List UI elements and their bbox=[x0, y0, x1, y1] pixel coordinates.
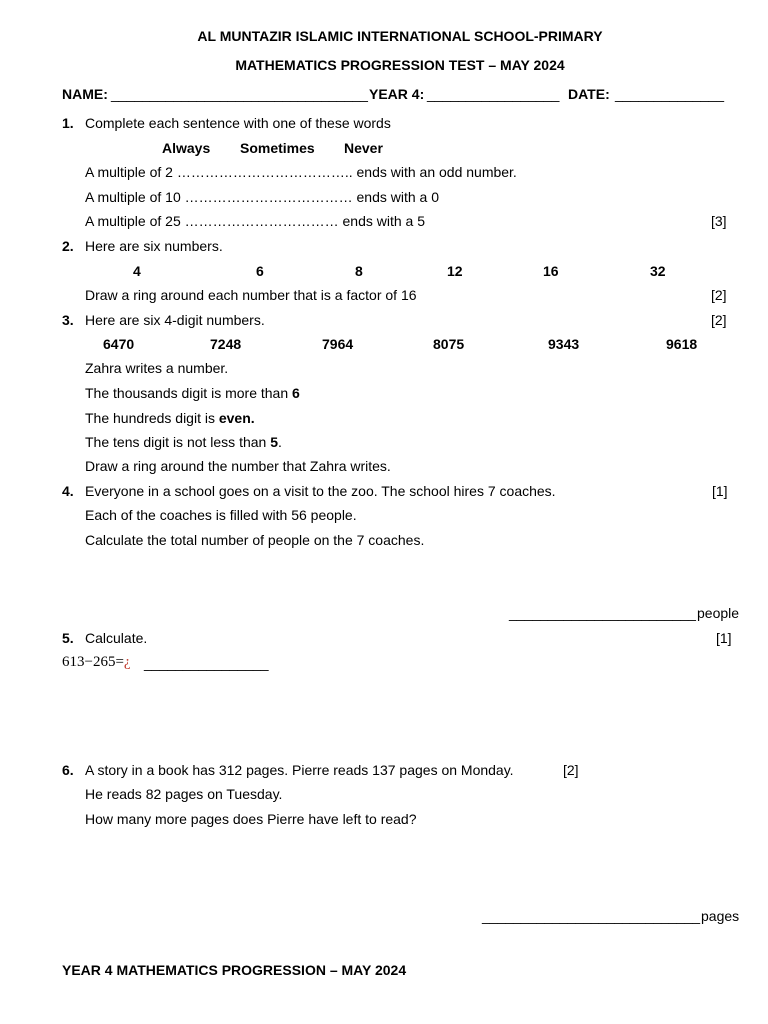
q3-number-option[interactable]: 9618 bbox=[666, 336, 698, 352]
q1-sentence-2: A multiple of 10 ……………………………… ends with a 0 bbox=[85, 189, 439, 205]
q1-word-never: Never bbox=[344, 140, 383, 156]
q2-instruction: Draw a ring around each number that is a factor of 16 bbox=[85, 287, 417, 303]
q3-number-option[interactable]: 7248 bbox=[210, 336, 242, 352]
q5-marks: [1] bbox=[716, 630, 732, 646]
q2-number-option[interactable]: 12 bbox=[447, 263, 463, 279]
q3-marks: [2] bbox=[711, 312, 727, 328]
q5-number: 5. bbox=[62, 630, 74, 646]
q5-answer-field[interactable]: ________________ bbox=[144, 655, 269, 671]
q4-line-3: Calculate the total number of people on the 7 coaches. bbox=[85, 532, 425, 548]
date-label: DATE: bbox=[568, 86, 610, 102]
q2-prompt: Here are six numbers. bbox=[85, 238, 223, 254]
q6-answer-field[interactable]: ____________________________ bbox=[482, 908, 701, 924]
q5-prompt: Calculate. bbox=[85, 630, 148, 646]
q5-expression: 613−265=¿ bbox=[62, 654, 131, 670]
q3-line-3: The hundreds digit is even. bbox=[85, 410, 255, 426]
q6-number: 6. bbox=[62, 762, 74, 778]
q3-prompt: Here are six 4-digit numbers. bbox=[85, 312, 265, 328]
q3-line-4: The tens digit is not less than 5. bbox=[85, 434, 282, 450]
q1-marks: [3] bbox=[711, 213, 727, 229]
q3-number-option[interactable]: 7964 bbox=[322, 336, 354, 352]
q3-number-option[interactable]: 8075 bbox=[433, 336, 465, 352]
q2-number-option[interactable]: 8 bbox=[355, 263, 363, 279]
q6-marks: [2] bbox=[563, 762, 579, 778]
q4-marks: [1] bbox=[712, 483, 728, 499]
q4-answer-field[interactable]: ________________________ bbox=[509, 605, 696, 621]
q1-prompt: Complete each sentence with one of these words bbox=[85, 115, 391, 131]
q1-sentence-3: A multiple of 25 …………………………… ends with a 5 bbox=[85, 213, 425, 229]
name-label: NAME: bbox=[62, 86, 108, 102]
q1-number: 1. bbox=[62, 115, 74, 131]
q1-sentence-1: A multiple of 2 ……………………………….. ends with an odd number. bbox=[85, 164, 517, 180]
q3-line-2: The thousands digit is more than 6 bbox=[85, 385, 300, 401]
q2-number-option[interactable]: 4 bbox=[133, 263, 141, 279]
q4-line-1: Everyone in a school goes on a visit to the zoo. The school hires 7 coaches. bbox=[85, 483, 556, 499]
q1-word-sometimes: Sometimes bbox=[240, 140, 315, 156]
q1-word-always: Always bbox=[162, 140, 211, 156]
q3-line-1: Zahra writes a number. bbox=[85, 360, 229, 376]
school-name: AL MUNTAZIR ISLAMIC INTERNATIONAL SCHOOL-PRIMARY bbox=[197, 28, 603, 44]
q2-number: 2. bbox=[62, 238, 74, 254]
q6-line-2: He reads 82 pages on Tuesday. bbox=[85, 786, 283, 802]
q2-number-option[interactable]: 32 bbox=[650, 263, 666, 279]
q6-answer-unit: pages bbox=[701, 908, 740, 924]
name-field[interactable]: _________________________________ bbox=[111, 86, 368, 102]
q3-instruction: Draw a ring around the number that Zahra writes. bbox=[85, 458, 391, 474]
q4-answer-unit: people bbox=[697, 605, 740, 621]
q6-line-1: A story in a book has 312 pages. Pierre reads 137 pages on Monday. bbox=[85, 762, 514, 778]
q3-number-option[interactable]: 9343 bbox=[548, 336, 580, 352]
q4-line-2: Each of the coaches is filled with 56 people. bbox=[85, 507, 357, 523]
q5-glyph: ¿ bbox=[123, 654, 131, 670]
q2-number-option[interactable]: 6 bbox=[256, 263, 264, 279]
date-field[interactable]: ______________ bbox=[615, 86, 725, 102]
q6-line-3: How many more pages does Pierre have left to read? bbox=[85, 811, 417, 827]
q3-number: 3. bbox=[62, 312, 74, 328]
q2-number-option[interactable]: 16 bbox=[543, 263, 559, 279]
test-title: MATHEMATICS PROGRESSION TEST – MAY 2024 bbox=[235, 57, 565, 73]
q2-marks: [2] bbox=[711, 287, 727, 303]
footer-text: YEAR 4 MATHEMATICS PROGRESSION – MAY 2024 bbox=[62, 962, 407, 978]
year-field[interactable]: _________________ bbox=[427, 86, 560, 102]
q4-number: 4. bbox=[62, 483, 74, 499]
year-label: YEAR 4: bbox=[369, 86, 425, 102]
q3-number-option[interactable]: 6470 bbox=[103, 336, 135, 352]
